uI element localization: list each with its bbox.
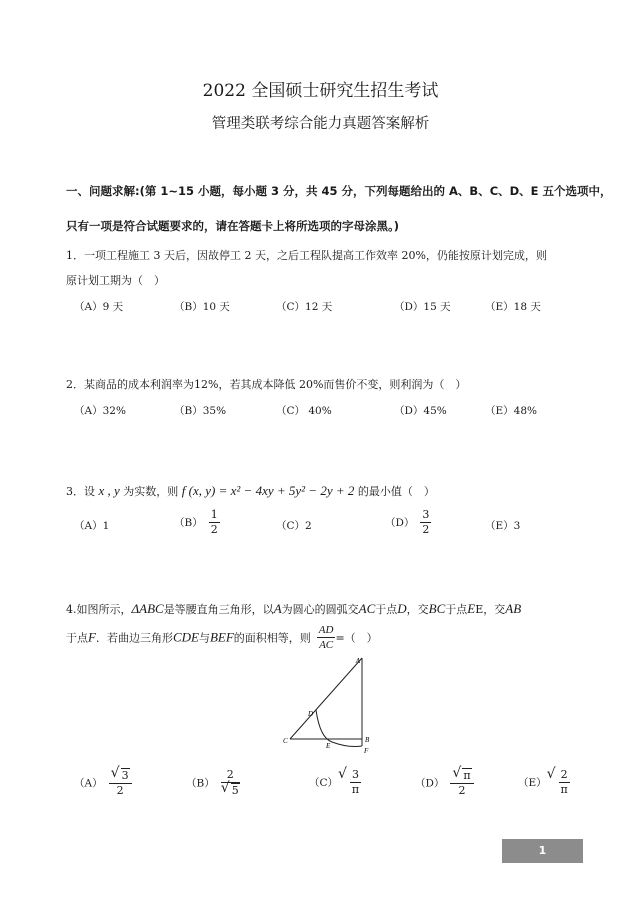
q3-formula: f (x, y) = x² − 4xy + 5y² − 2y + 2 (181, 483, 355, 498)
q4-ratio-num: AD (318, 624, 334, 636)
q4-l2-e: =（ ） (335, 631, 378, 645)
q3-option-b-num: 1 (210, 508, 218, 521)
figure-label-d: D (308, 710, 314, 718)
q4-option-c (309, 768, 361, 797)
q4-option-c-den: π (351, 783, 360, 796)
q4-option-e-den: π (560, 783, 568, 796)
q4-option-a-den: 2 (116, 784, 124, 797)
q2-text: 2．某商品的成本利润率为12%，若其成本降低 20%而售价不变，则利润为（ ） (66, 378, 467, 391)
q3-option-b-label: （B） (174, 517, 203, 529)
q4-point-d: D (397, 601, 407, 616)
q4-tri: ΔABC (131, 601, 164, 616)
q2-option-a: （A）32% (74, 405, 126, 417)
q4-point-f: F (88, 629, 96, 645)
q4-figure (280, 652, 380, 756)
q1-option-b: （B）10 天 (174, 301, 230, 313)
q4-text-line2 (66, 623, 378, 652)
q4-option-b (186, 768, 240, 798)
q4-ab: AB (505, 601, 522, 616)
q4-l2-d: 的面积相等，则 (233, 631, 311, 645)
figure-label-f: F (364, 747, 369, 755)
q4-point-e: E (467, 601, 476, 616)
q4-bc: BC (428, 601, 446, 616)
q4-l2-a: 于点 (66, 631, 88, 645)
q4-l1-e: 于点 (445, 603, 468, 616)
page-number: 1 (502, 839, 583, 863)
q3-option-d-num: 3 (422, 508, 430, 521)
sqrt-symbol (111, 768, 130, 783)
q1-option-d: （D）15 天 (394, 301, 451, 313)
q4-l2-b: ．若曲边三角形 (95, 631, 173, 645)
figure-label-a: A (355, 657, 360, 665)
q3-option-a: （A）1 (74, 520, 110, 532)
q3-vars: x , y (98, 483, 120, 498)
q4-option-a (74, 768, 132, 798)
q4-option-e-num: √ 2 (560, 768, 568, 781)
q4-l1-c: 于点 (375, 603, 398, 616)
q2-option-b: （B）35% (174, 405, 227, 417)
q4-option-b-label: （B） (186, 777, 215, 790)
q4-l1-pre: 4.如图所示， (66, 603, 132, 616)
q4-option-d-den: 2 (458, 784, 466, 797)
figure-arc (316, 710, 362, 747)
q4-ratio-den: AC (319, 639, 334, 651)
q4-option-a-fraction (109, 768, 132, 798)
section-header-line2: 只有一项是符合试题要求的，请在答题卡上将所选项的字母涂黑。) (66, 219, 400, 233)
page-title: 2022 全国硕士研究生招生考试 (202, 81, 439, 101)
q4-cde: CDE (172, 629, 199, 645)
q4-option-e (518, 768, 570, 797)
q4-option-a-label: （A） (74, 777, 103, 790)
q3-option-d (385, 508, 431, 537)
q4-l1-f: E，交 (475, 603, 506, 616)
q4-option-d-label: （D） (415, 777, 445, 790)
q3-option-b (174, 508, 220, 537)
q4-option-b-fraction (221, 768, 240, 798)
q3-prefix: 3．设 (66, 485, 95, 498)
q3-text (66, 483, 435, 499)
q3-option-e: （E）3 (485, 520, 521, 532)
q4-option-c-num: √ 3 (352, 768, 360, 781)
figure-label-c: C (283, 737, 288, 745)
q3-option-d-den: 2 (422, 523, 430, 536)
sqrt-symbol (221, 783, 240, 798)
q4-l2-c: 与 (198, 631, 210, 645)
q4-option-e-fraction (559, 768, 570, 797)
q4-bef: BEF (209, 629, 234, 645)
q1-option-a: （A）9 天 (74, 301, 124, 313)
q1-text-line1: 1．一项工程施工 3 天后，因故停工 2 天，之后工程队提高工作效率 20%，仍能按原计划完成，则 (66, 249, 547, 262)
q4-option-b-den (221, 783, 240, 798)
q4-text-line1 (66, 601, 521, 617)
q4-point-a: A (273, 601, 282, 616)
q4-option-d (415, 768, 474, 798)
figure-label-b: B (365, 736, 370, 744)
q2-option-d: （D）45% (394, 405, 447, 417)
q4-option-a-radicand: 3 (121, 769, 129, 782)
q1-option-e: （E）18 天 (485, 301, 541, 313)
q3-option-b-fraction (209, 508, 220, 537)
q3-option-c: （C）2 (276, 520, 312, 532)
q4-option-c-label: （C） (309, 777, 339, 789)
figure-label-e: E (326, 742, 331, 750)
q3-mid: 为实数，则 (123, 485, 179, 498)
q1-text-line2: 原计划工期为（ ） (66, 274, 165, 287)
q4-option-d-fraction (450, 768, 473, 798)
page-subtitle: 管理类联考综合能力真题答案解析 (211, 116, 430, 132)
q4-option-b-num: 2 (221, 768, 240, 783)
q2-option-e: （E）48% (485, 405, 538, 417)
q4-option-e-label: （E） (518, 777, 547, 789)
q4-option-d-radicand: π (463, 769, 471, 782)
q4-l1-d: ，交 (406, 603, 429, 616)
sqrt-symbol (547, 768, 570, 797)
sqrt-symbol (452, 768, 471, 783)
q4-option-a-num (109, 768, 132, 784)
q4-option-b-radicand: 5 (231, 784, 239, 797)
q3-option-d-label: （D） (385, 517, 415, 529)
figure-line-ac (290, 658, 362, 739)
q4-option-d-num (450, 768, 473, 784)
section-header-line1: 一、问题求解:(第 1~15 小题，每小题 3 分，共 45 分，下列每题给出的 A、B、C、D、E 五个选项中， (66, 184, 612, 198)
q4-l1-a: 是等腰直角三角形，以 (163, 603, 274, 616)
q4-option-c-fraction (350, 768, 361, 797)
q4-ratio-fraction (317, 623, 336, 652)
q1-option-c: （C）12 天 (276, 301, 333, 313)
q4-l1-b: 为圆心的圆弧交 (281, 603, 359, 616)
q4-ac: AC (358, 601, 376, 616)
q3-option-b-den: 2 (210, 523, 218, 536)
q3-option-d-fraction (420, 508, 431, 537)
q2-option-c: （C） 40% (276, 405, 332, 417)
q3-suffix: 的最小值（ ） (357, 485, 435, 498)
sqrt-symbol (338, 768, 361, 797)
